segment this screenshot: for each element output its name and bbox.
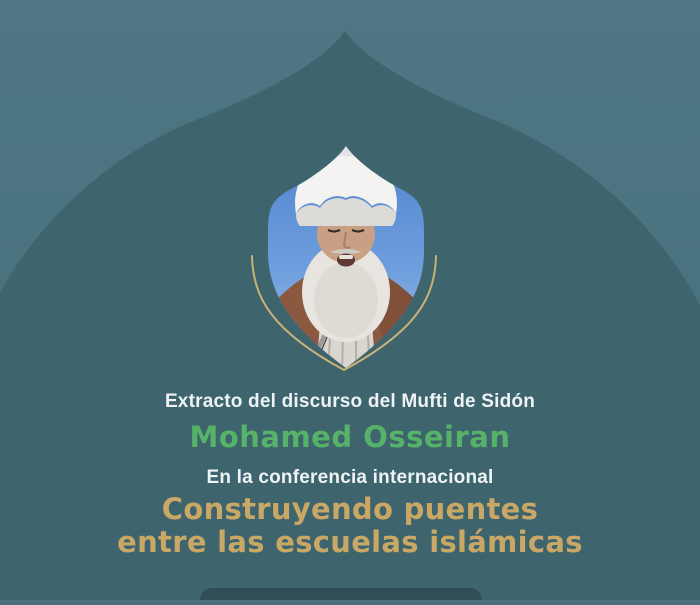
teeth — [339, 255, 353, 259]
beard-shading — [314, 262, 378, 338]
event-intro-text: En la conferencia internacional — [206, 467, 494, 488]
event-title-line1: Construyendo puentes — [161, 492, 539, 526]
speaker-name: Mohamed Osseiran — [189, 420, 511, 454]
kicker-text: Extracto del discurso del Mufti de Sidón — [164, 391, 536, 412]
event-title-line2: entre las escuelas islámicas — [117, 525, 583, 559]
bottom-card-peek — [200, 588, 482, 600]
